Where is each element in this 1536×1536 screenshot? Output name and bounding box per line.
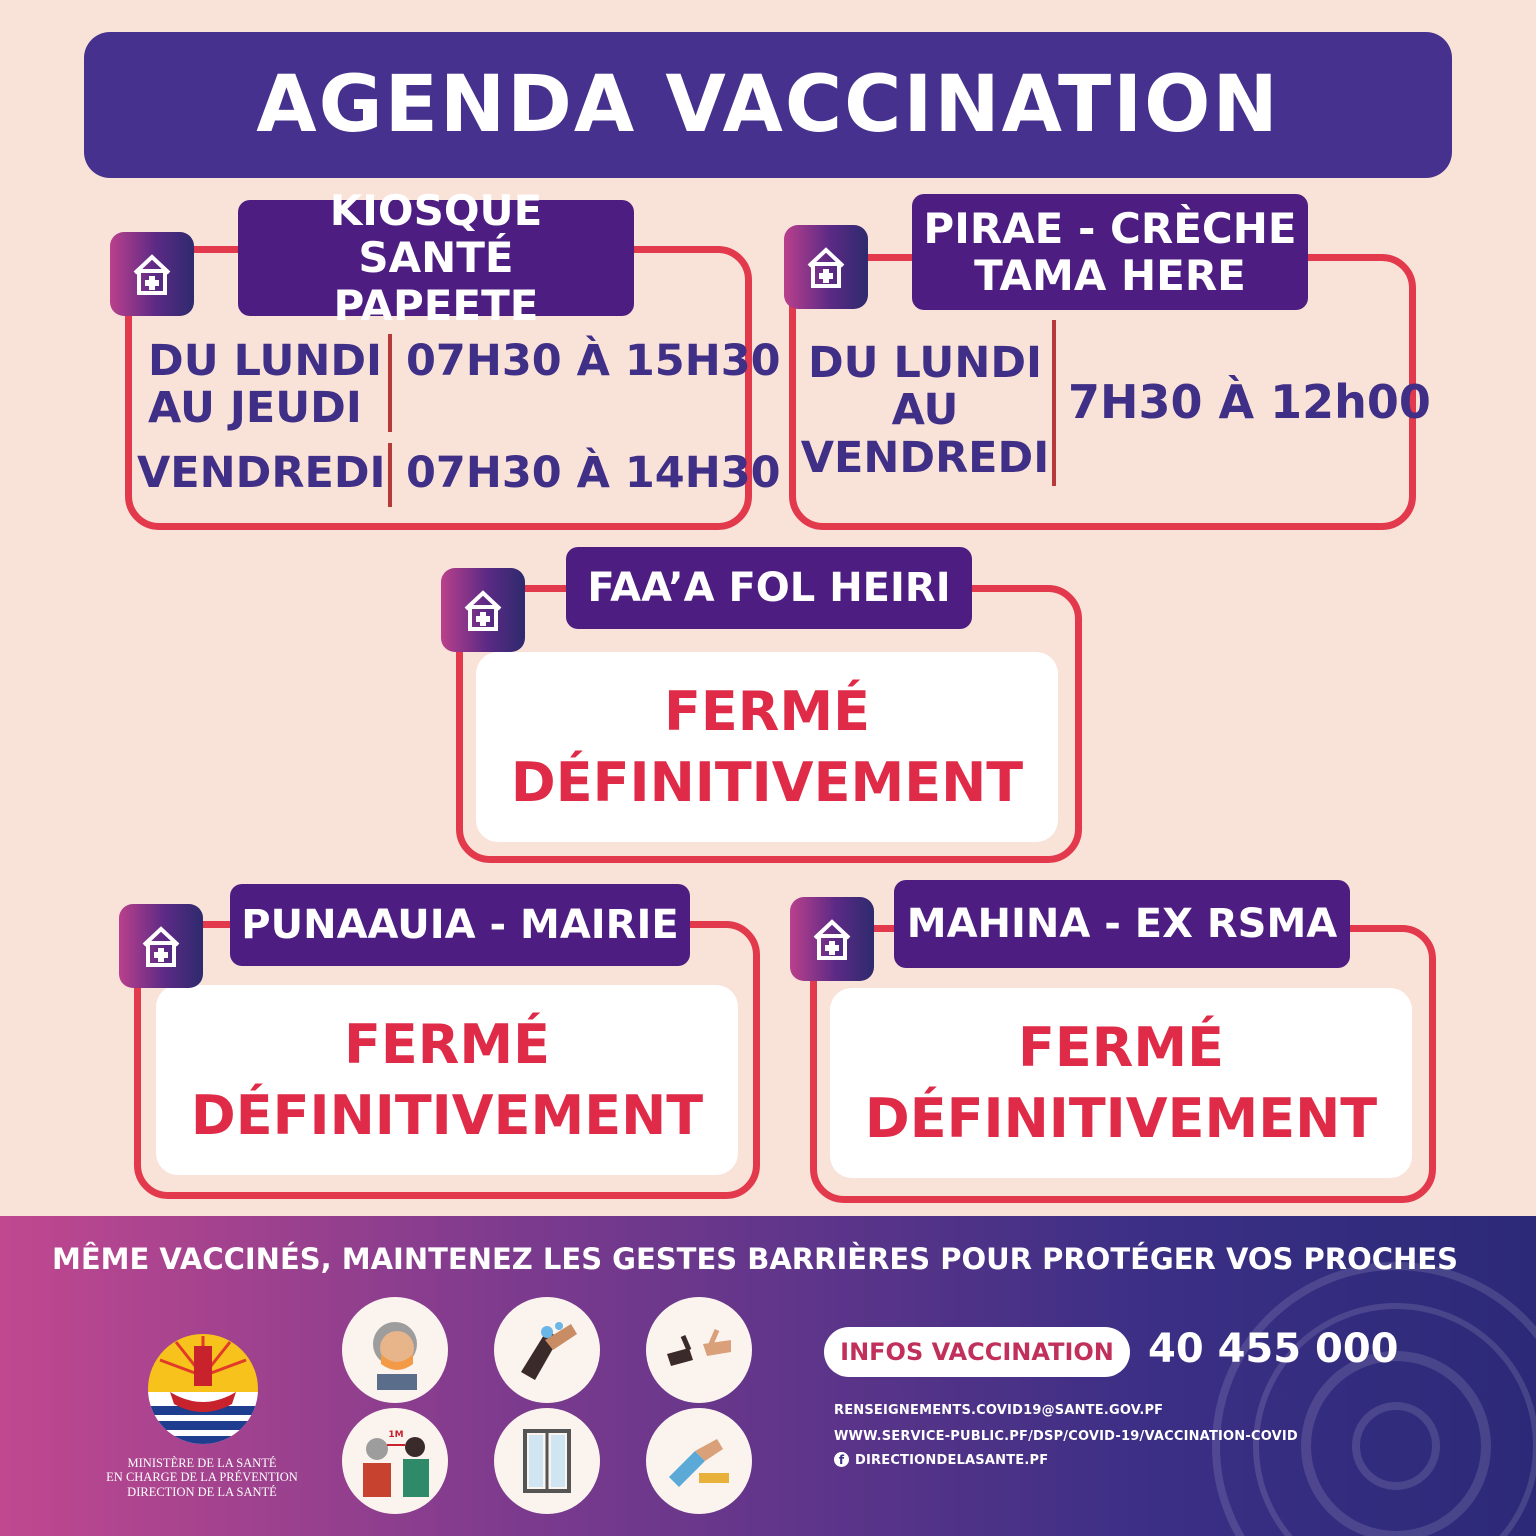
ventilation-icon [494,1408,600,1514]
sneeze-elbow-icon [646,1408,752,1514]
closed-status: FERMÉ DÉFINITIVEMENT [476,652,1058,842]
hours-label: 07H30 À 14H30 [406,448,781,498]
center-name-tag: PUNAAUIA - MAIRIE [230,884,690,966]
center-name-tag: MAHINA - EX RSMA [894,880,1350,968]
mask-icon [342,1297,448,1403]
days-label: VENDREDI [137,448,386,498]
ministry-label: MINISTÈRE DE LA SANTÉ EN CHARGE DE LA PRÉVENTION DIRECTION DE LA SANTÉ [106,1456,298,1499]
health-house-icon [119,904,203,988]
government-logo [146,1332,260,1446]
distance-label: 1M [388,1430,404,1440]
center-name-line2: TAMA HERE [974,251,1246,300]
hours-label: 07H30 À 15H30 [406,336,781,386]
facebook-link[interactable]: DIRECTIONDELASANTE.PF [855,1453,1049,1468]
days-label: DU LUNDI AU JEUDI [148,336,383,434]
health-house-icon [784,225,868,309]
infos-vaccination-badge: INFOS VACCINATION [824,1327,1130,1377]
center-name-tag [912,194,1308,310]
center-name-line1: PIRAE - CRÈCHE [923,203,1297,253]
footer-banner [0,1216,1536,1536]
center-name-tag: FAA’A FOL HEIRI [566,547,972,629]
website-link[interactable]: WWW.SERVICE-PUBLIC.PF/DSP/COVID-19/VACCINATION-COVID [834,1429,1298,1444]
no-handshake-icon [646,1297,752,1403]
divider [388,334,392,432]
slogan: MÊME VACCINÉS, MAINTENEZ LES GESTES BARRIÈRES POUR PROTÉGER VOS PROCHES [51,1242,1459,1276]
days-label: DU LUNDI AU VENDREDI [800,338,1050,483]
phone-number[interactable]: 40 455 000 [1148,1326,1399,1372]
center-name-line1: KIOSQUE SANTÉ [329,186,543,283]
closed-status: FERMÉ DÉFINITIVEMENT [156,985,738,1175]
health-house-icon [790,897,874,981]
health-house-icon [110,232,194,316]
page-title: AGENDA VACCINATION [256,60,1280,150]
distance-icon [342,1408,448,1514]
handwash-icon [494,1297,600,1403]
center-name-tag [238,186,634,330]
email-link[interactable]: RENSEIGNEMENTS.COVID19@SANTE.GOV.PF [834,1403,1164,1418]
decorative-pattern-icon [1156,1246,1536,1536]
divider [388,443,392,507]
health-house-icon [441,568,525,652]
facebook-icon: f [834,1452,849,1467]
divider [1052,320,1056,486]
closed-status: FERMÉ DÉFINITIVEMENT [830,988,1412,1178]
title-banner [84,32,1452,178]
hours-label: 7H30 À 12h00 [1068,375,1431,429]
center-name-line2: PAPEETE [333,280,539,330]
